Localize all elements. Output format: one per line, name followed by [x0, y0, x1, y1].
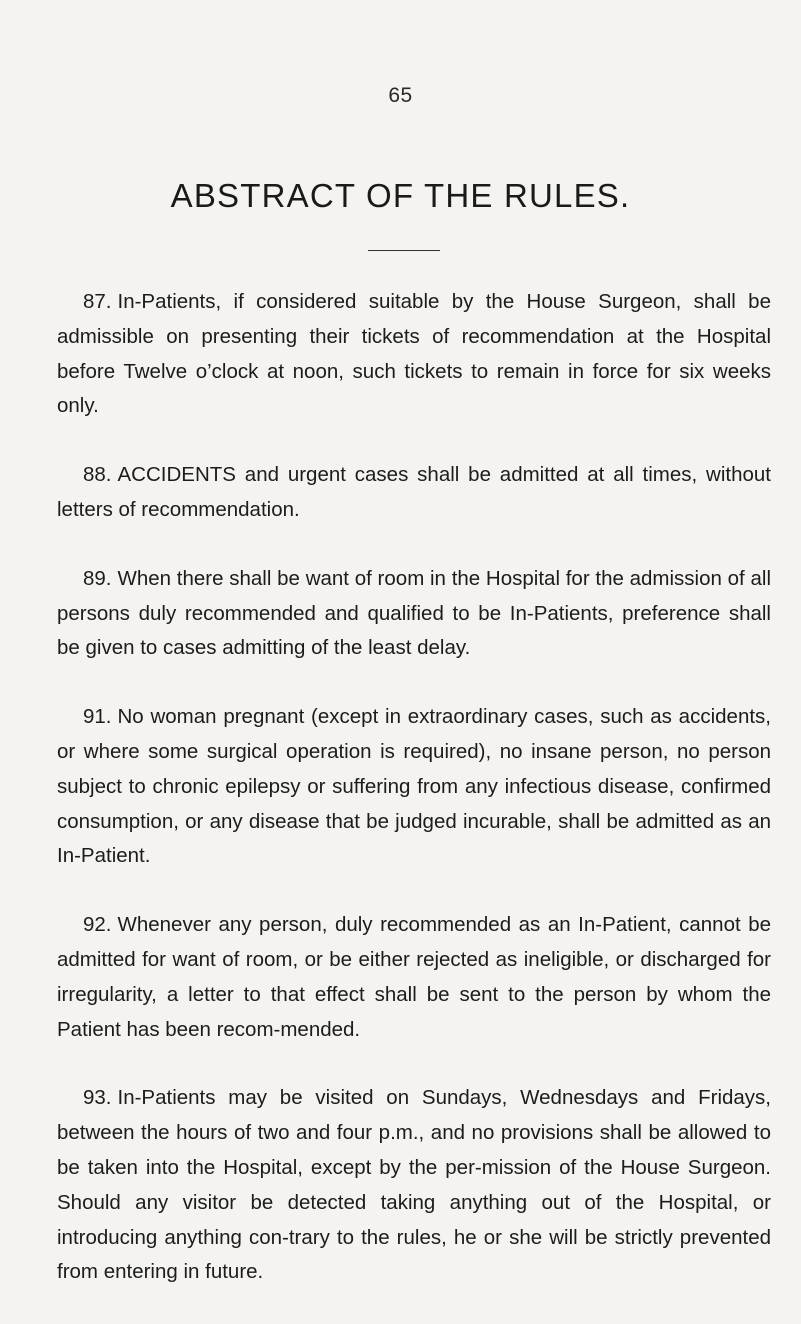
rule-91 [57, 700, 771, 874]
rule-number: 87. [83, 290, 112, 313]
rule-text: No woman pregnant (except in extraordinary cases, such as accidents, or where some surgical operation is required), no insane person, no person subject to chronic epilepsy or suffering from any infectious disease, confirmed consumption, or any disease that be judged incurable, shall be admitted as an In-Patient. [57, 705, 771, 868]
rule-number: 92. [83, 913, 112, 937]
rule-number: 93. [83, 1086, 112, 1110]
title-divider [368, 250, 440, 251]
rule-text: When there shall be want of room in the Hospital for the admission of all persons duly recommended and qualified to be In-Patients, preference shall be given to cases admitting of the least delay. [57, 566, 771, 660]
rule-text: Whenever any person, duly recommended as an In-Patient, cannot be admitted for want of room, or be either rejected as ineligible, or discharged for irregularity, a letter to that effect shall be sent to the person by whom the Patient has been recom-mended. [57, 913, 771, 1041]
rule-number: 89. [83, 566, 112, 590]
rule-92 [57, 908, 771, 1047]
rule-number: 91. [83, 705, 112, 729]
rule-text: In-Patients may be visited on Sundays, Wednesdays and Fridays, between the hours of two and four p.m., and no provisions shall be allowed to be taken into the Hospital, except by the per-mission of the House Surgeon. Should any visitor be detected taking anything out of the Hospital, or introducing anything con-trary to the rules, he or she will be strictly prevented from entering in future. [57, 1086, 771, 1284]
rules-list [57, 285, 771, 1324]
rule-87 [57, 285, 771, 424]
rule-93 [57, 1081, 771, 1290]
rule-88 [57, 458, 771, 528]
page-title: ABSTRACT OF THE RULES. [170, 177, 631, 214]
rule-text: In-Patients, if considered suitable by the House Surgeon, shall be admissible on presenting their tickets of recommendation at the Hospital before Twelve o’clock at noon, such tickets to remain in force for six weeks only. [57, 290, 771, 418]
page-number: 65 [388, 84, 413, 107]
rule-number: 88. [83, 463, 112, 487]
rule-text: ACCIDENTS and urgent cases shall be admitted at all times, without letters of recommendation. [57, 463, 771, 521]
rule-89 [57, 562, 771, 666]
